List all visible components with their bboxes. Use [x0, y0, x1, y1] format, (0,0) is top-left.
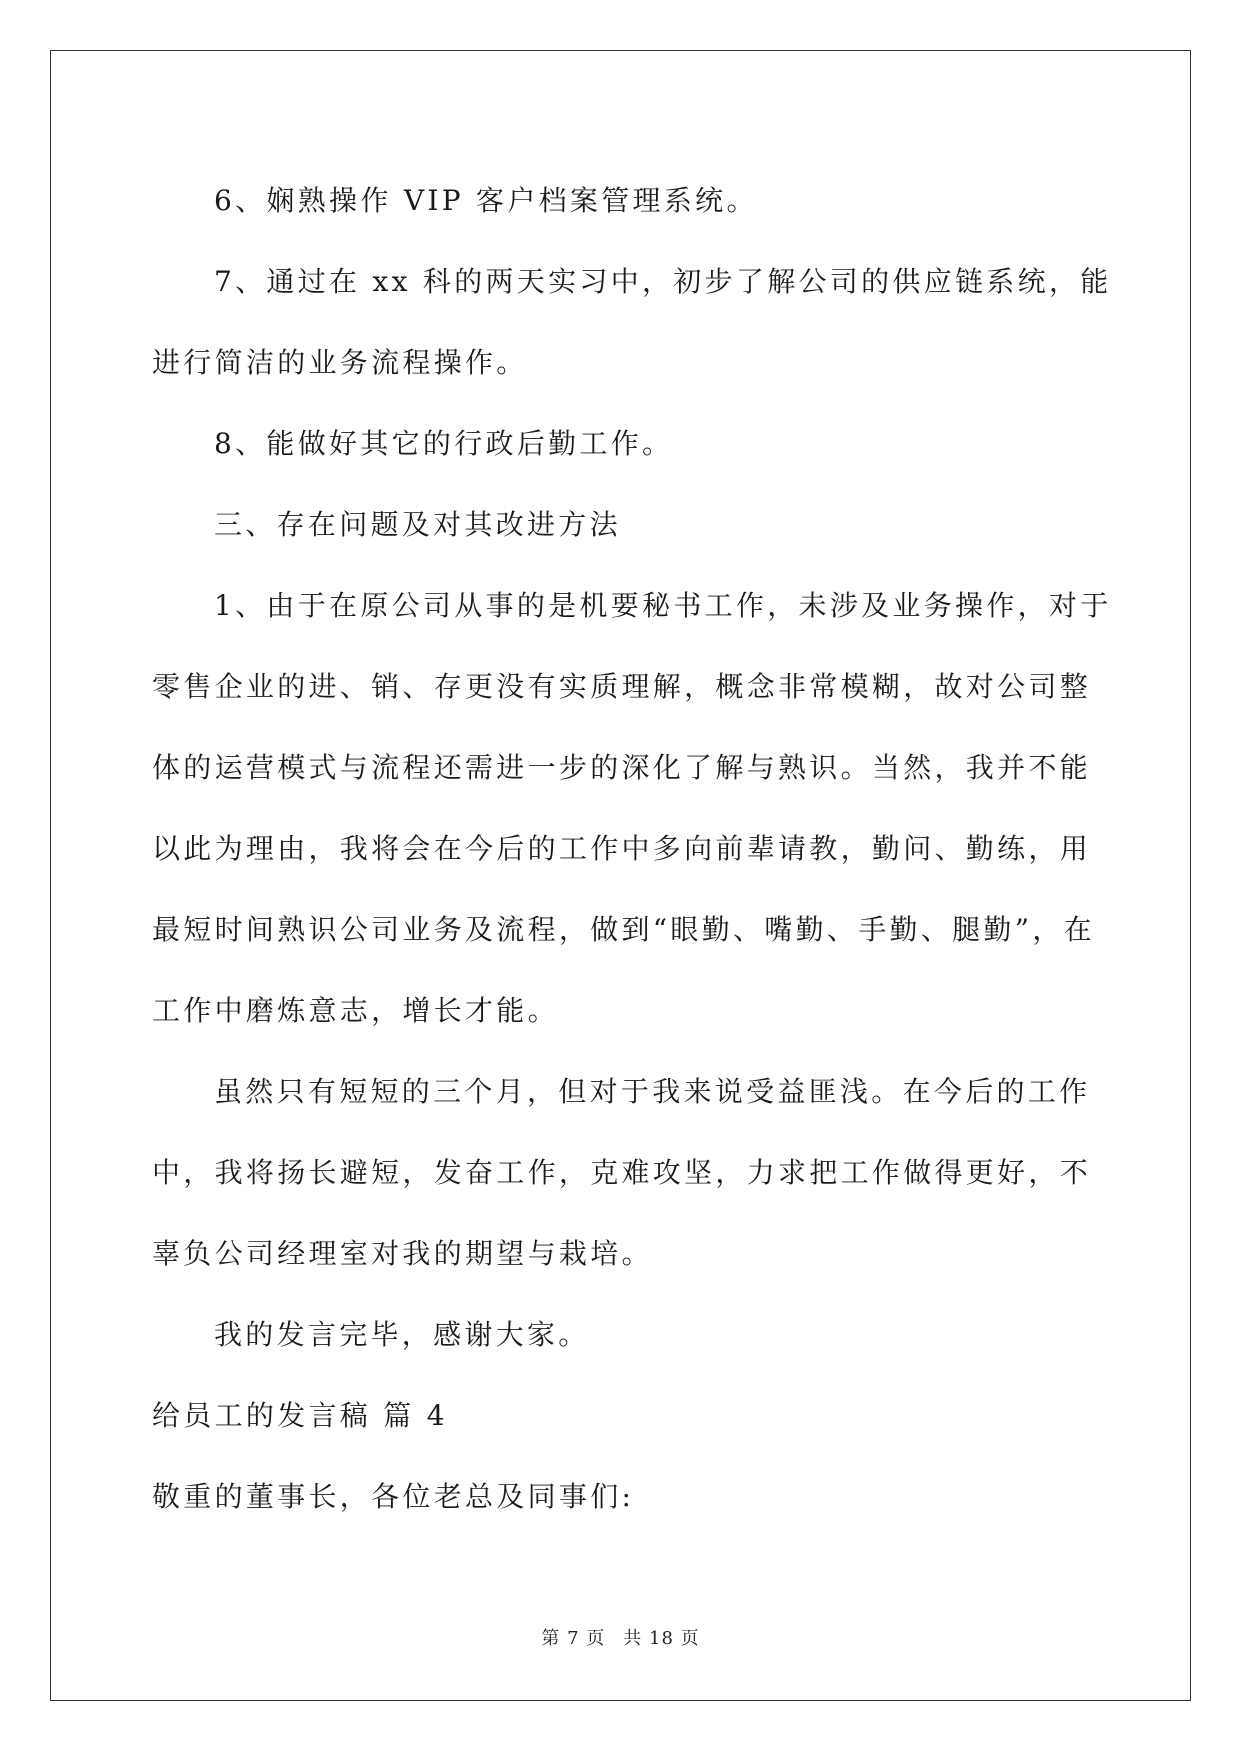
- problem-item-1-line-1: 1、由于在原公司从事的是机要秘书工作，未涉及业务操作，对于: [214, 589, 1112, 622]
- total-pages-label: 共 18 页: [623, 1628, 700, 1649]
- list-item-8: 8、能做好其它的行政后勤工作。: [214, 427, 674, 460]
- list-item-7-line-2: 进行简洁的业务流程操作。: [152, 346, 528, 379]
- summary-paragraph-line-3: 辜负公司经理室对我的期望与栽培。: [152, 1237, 653, 1270]
- list-item-6: 6、娴熟操作 VIP 客户档案管理系统。: [214, 184, 758, 217]
- problem-item-1-line-3: 体的运营模式与流程还需进一步的深化了解与熟识。当然，我并不能: [152, 751, 1092, 784]
- section-heading: 三、存在问题及对其改进方法: [214, 508, 621, 541]
- problem-item-1-line-4: 以此为理由，我将会在今后的工作中多向前辈请教，勤问、勤练，用: [152, 832, 1092, 865]
- problem-item-1-line-5: 最短时间熟识公司业务及流程，做到“眼勤、嘴勤、手勤、腿勤”，在: [152, 913, 1095, 946]
- summary-paragraph-line-1: 虽然只有短短的三个月，但对于我来说受益匪浅。在今后的工作: [214, 1075, 1091, 1108]
- current-page-label: 第 7 页: [541, 1628, 606, 1649]
- section-title: 给员工的发言稿 篇 4: [152, 1399, 448, 1432]
- problem-item-1-line-2: 零售企业的进、销、存更没有实质理解，概念非常模糊，故对公司整: [152, 670, 1092, 703]
- problem-item-1-line-6: 工作中磨炼意志，增长才能。: [152, 994, 559, 1027]
- document-body: [152, 160, 1112, 1537]
- closing-remark: 我的发言完毕，感谢大家。: [214, 1318, 590, 1351]
- salutation: 敬重的董事长，各位老总及同事们:: [152, 1480, 635, 1513]
- summary-paragraph-line-2: 中，我将扬长避短，发奋工作，克难攻坚，力求把工作做得更好，不: [152, 1156, 1092, 1189]
- page-footer: [0, 1624, 1241, 1650]
- list-item-7-line-1: 7、通过在 xx 科的两天实习中，初步了解公司的供应链系统，能: [214, 265, 1112, 298]
